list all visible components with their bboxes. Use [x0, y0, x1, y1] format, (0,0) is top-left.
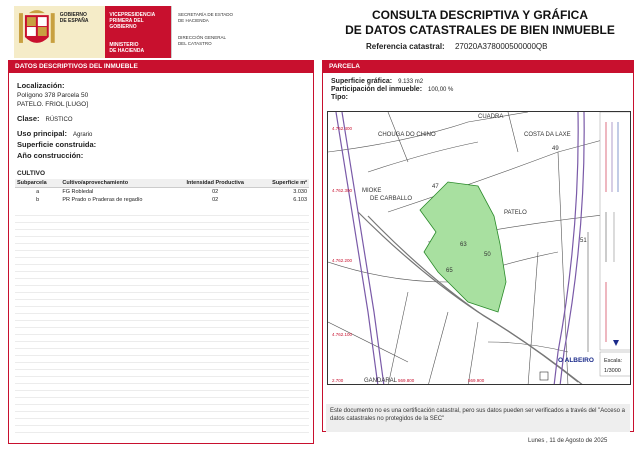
map-label-de-carballo: DE CARBALLO	[370, 196, 413, 202]
location-line-2: PATELO. FRIOL [LUGO]	[17, 101, 89, 108]
map-svg	[328, 112, 631, 385]
col-intensidad: Intensidad Productiva	[174, 179, 257, 188]
location-label: Localización:	[17, 81, 65, 90]
map-label-gandaral: GANDARAL	[364, 378, 398, 384]
map-label-51: 51	[580, 238, 587, 244]
anio-construccion-row: Año construcción:	[17, 151, 84, 160]
coord-y4: 4.762.100	[332, 332, 353, 337]
map-label-65: 65	[446, 268, 453, 274]
tipo-row: Tipo:	[331, 94, 348, 101]
cultivo-heading: CULTIVO	[17, 170, 46, 177]
parcel-panel	[322, 60, 634, 432]
cadastral-reference	[330, 42, 630, 51]
coord-y2: 4.762.300	[332, 188, 353, 193]
map-label-49: 49	[552, 146, 559, 152]
scale-label: Escala:	[604, 358, 623, 364]
document-header	[0, 0, 640, 58]
col-cultivo: Cultivo/aprovechamiento	[60, 179, 173, 188]
superficie-construida-row: Superficie construida:	[17, 140, 97, 149]
col-subparcela: Subparcela	[15, 179, 60, 188]
scale-value: 1/3000	[604, 368, 621, 374]
government-logo-block	[14, 6, 310, 58]
refcat-value: 27020A378000500000QB	[454, 42, 548, 51]
coord-y5: 2.700	[332, 378, 344, 383]
table-row: b PR Prado o Praderas de regadío 02 6.103	[36, 197, 307, 203]
panel-heading-descriptive: DATOS DESCRIPTIVOS DEL INMUEBLE	[9, 61, 313, 73]
map-label-o-albeiro: O ALBEIRO	[558, 357, 594, 364]
cultivo-table	[15, 179, 309, 204]
gov-espana-text: GOBIERNO DE ESPAÑA	[59, 12, 89, 24]
map-label-patelo: PATELO	[504, 210, 527, 216]
disclaimer-note: Este documento no es una certificación catastral, pero sus datos pueden ser verificados a través del "Acceso a datos catastrales no protegidos de la SEC"	[326, 404, 630, 432]
coat-of-arms-icon	[17, 9, 57, 55]
coord-x1: 569.800	[398, 378, 415, 383]
map-label-63: 63	[460, 242, 467, 248]
document-date: Lunes , 11 de Agosto de 2025	[528, 438, 608, 444]
map-label-47: 47	[432, 184, 439, 190]
parcel-info	[323, 73, 633, 101]
table-row: a FG Robledal 02 3.030	[36, 189, 307, 195]
map-label-mioke: MIOKE	[362, 188, 382, 194]
location-block	[9, 73, 313, 160]
superficie-grafica-row: Superficie gráfica: 9.133 m2	[331, 78, 424, 85]
document-title: CONSULTA DESCRIPTIVA Y GRÁFICA DE DATOS CATASTRALES DE BIEN INMUEBLE	[345, 8, 615, 37]
map-legend	[600, 112, 631, 350]
clase-row: Clase: RÚSTICO	[17, 114, 73, 123]
col-superficie: Superficie m²	[257, 179, 309, 188]
ministry-redbox: VICEPRESIDENCIA PRIMERA DEL GOBIERNO MINISTERIO DE HACIENDA	[105, 6, 171, 58]
descriptive-data-panel	[8, 60, 314, 444]
map-label-chouga: CHOUGA DO CHINO	[378, 132, 436, 138]
cadastral-map[interactable]	[327, 111, 631, 385]
uso-row: Uso principal: Agrario	[17, 129, 93, 138]
map-label-costa-da-laxe: COSTA DA LAXE	[524, 132, 571, 138]
coord-y1: 4.762.400	[332, 126, 353, 131]
secretaria-box: SECRETARÍA DE ESTADO DE HACIENDA DIRECCIÓN GENERAL DEL CATASTRO	[171, 6, 310, 58]
coord-x2: 569.900	[468, 378, 485, 383]
coord-y3: 4.762.200	[332, 258, 353, 263]
location-line-1: Polígono 378 Parcela 50	[17, 92, 89, 99]
empty-ruled-area	[15, 209, 309, 435]
map-label-50: 50	[484, 252, 491, 258]
panel-heading-parcela: PARCELA	[323, 61, 633, 73]
participacion-row: Participación del inmueble: 100,00 %	[331, 86, 454, 93]
refcat-label: Referencia catastral:	[366, 42, 445, 51]
map-label-cuadra: CUADRA	[478, 114, 504, 120]
